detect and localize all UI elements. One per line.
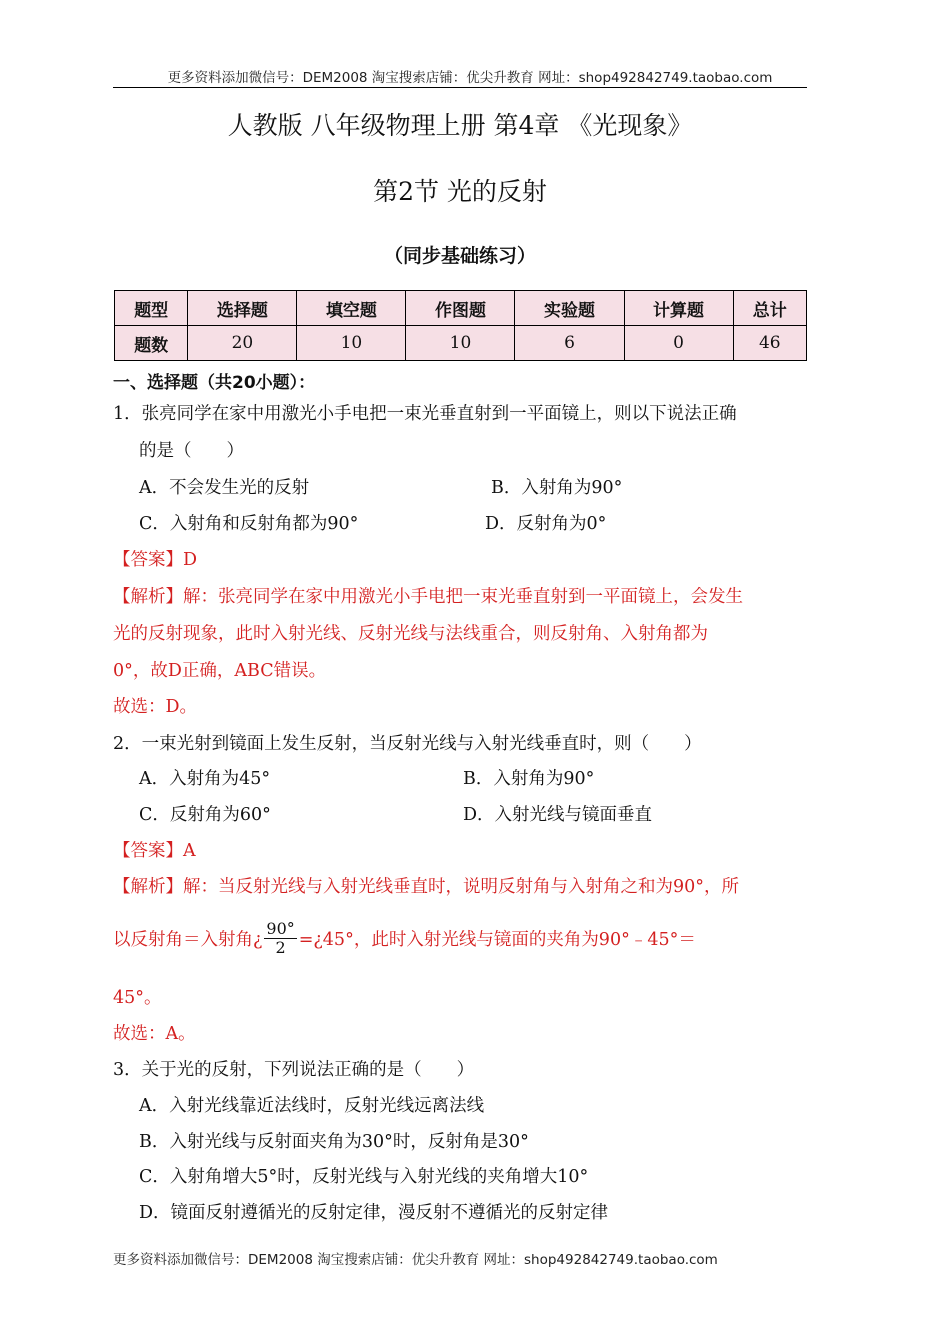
answer-tag: 【答案】 — [113, 550, 183, 570]
q2-option-a: A．入射角为45° — [139, 769, 271, 789]
q1-stem-line1: 1．张亮同学在家中用激光小手电把一束光垂直射到一平面镜上，则以下说法正确 — [113, 404, 737, 424]
q2-option-c: C．反射角为60° — [139, 805, 271, 825]
q1-option-d: D．反射角为0° — [485, 514, 607, 534]
q1-answer — [113, 546, 197, 571]
q1-analysis-line1 — [113, 583, 743, 608]
answer-value: D — [183, 550, 198, 570]
analysis-text: 解：当反射光线与入射光线垂直时，说明反射角与入射角之和为90°，所 — [183, 877, 740, 897]
q1-analysis-line3: 0°，故D正确，ABC错误。 — [113, 661, 327, 681]
table-header-cell: 计算题 — [624, 291, 733, 326]
q2-option-b: B．入射角为90° — [463, 769, 595, 789]
header-divider — [113, 87, 807, 88]
q1-stem-line2: 的是（ ） — [139, 441, 244, 461]
q1-choice: 故选：D。 — [113, 697, 198, 717]
page-header: 更多资料添加微信号：DEM2008 淘宝搜索店铺：优尖升教育 网址：shop492842749.taobao.com — [167, 70, 773, 86]
table-cell: 0 — [624, 326, 733, 361]
q3-option-b: B．入射光线与反射面夹角为30°时，反射角是30° — [139, 1132, 529, 1152]
answer-value: A — [183, 841, 196, 861]
table-row-label: 题数 — [115, 326, 188, 361]
q1-analysis-line2: 光的反射现象，此时入射光线、反射光线与法线重合，则反射角、入射角都为 — [113, 624, 708, 644]
q2-analysis-line3: 45°。 — [113, 988, 162, 1008]
analysis-text: 以反射角＝入射角¿ — [113, 930, 263, 951]
q1-option-b: B．入射角为90° — [491, 478, 623, 498]
document-title: 人教版 八年级物理上册 第4章 《光现象》 — [227, 111, 693, 140]
analysis-tag: 【解析】 — [113, 587, 183, 607]
table-header-cell: 题型 — [115, 291, 188, 326]
table-header-cell: 作图题 — [406, 291, 515, 326]
table-header-row — [115, 291, 807, 326]
q2-choice: 故选：A。 — [113, 1024, 196, 1044]
q2-answer — [113, 837, 196, 862]
table-header-cell: 选择题 — [188, 291, 297, 326]
table-header-cell: 实验题 — [515, 291, 624, 326]
table-header-cell: 填空题 — [297, 291, 406, 326]
section-heading: 一、选择题（共20小题）： — [113, 373, 316, 393]
q3-option-c: C．入射角增大5°时，反射光线与入射光线的夹角增大10° — [139, 1167, 589, 1187]
table-header-cell: 总计 — [733, 291, 806, 326]
table-cell: 20 — [188, 326, 297, 361]
fraction-numerator: 90° — [266, 919, 295, 938]
q1-option-c: C．入射角和反射角都为90° — [139, 514, 359, 534]
page-footer: 更多资料添加微信号：DEM2008 淘宝搜索店铺：优尖升教育 网址：shop492842749.taobao.com — [113, 1252, 718, 1268]
table-row — [115, 326, 807, 361]
q1-option-a: A．不会发生光的反射 — [139, 478, 310, 498]
fraction-denominator: 2 — [275, 938, 286, 958]
q3-option-d: D．镜面反射遵循光的反射定律，漫反射不遵循光的反射定律 — [139, 1203, 609, 1223]
q2-option-d: D．入射光线与镜面垂直 — [463, 805, 653, 825]
answer-tag: 【答案】 — [113, 841, 183, 861]
section-title: 第2节 光的反射 — [373, 177, 547, 206]
table-cell: 6 — [515, 326, 624, 361]
q2-stem: 2．一束光射到镜面上发生反射，当反射光线与入射光线垂直时，则（ ） — [113, 734, 702, 754]
analysis-text: 解：张亮同学在家中用激光小手电把一束光垂直射到一平面镜上，会发生 — [183, 587, 743, 607]
analysis-text: =¿45°，此时入射光线与镜面的夹角为90°﹣45°＝ — [298, 930, 696, 951]
table-cell: 46 — [733, 326, 806, 361]
q3-option-a: A．入射光线靠近法线时，反射光线远离法线 — [139, 1096, 485, 1116]
question-count-table — [114, 290, 807, 361]
subtitle: （同步基础练习） — [383, 245, 536, 267]
fraction — [264, 920, 296, 958]
table-cell: 10 — [297, 326, 406, 361]
q2-analysis-line2 — [113, 920, 696, 958]
table-cell: 10 — [406, 326, 515, 361]
analysis-tag: 【解析】 — [113, 877, 183, 897]
q2-analysis-line1 — [113, 873, 739, 898]
q3-stem: 3．关于光的反射，下列说法正确的是（ ） — [113, 1060, 475, 1080]
